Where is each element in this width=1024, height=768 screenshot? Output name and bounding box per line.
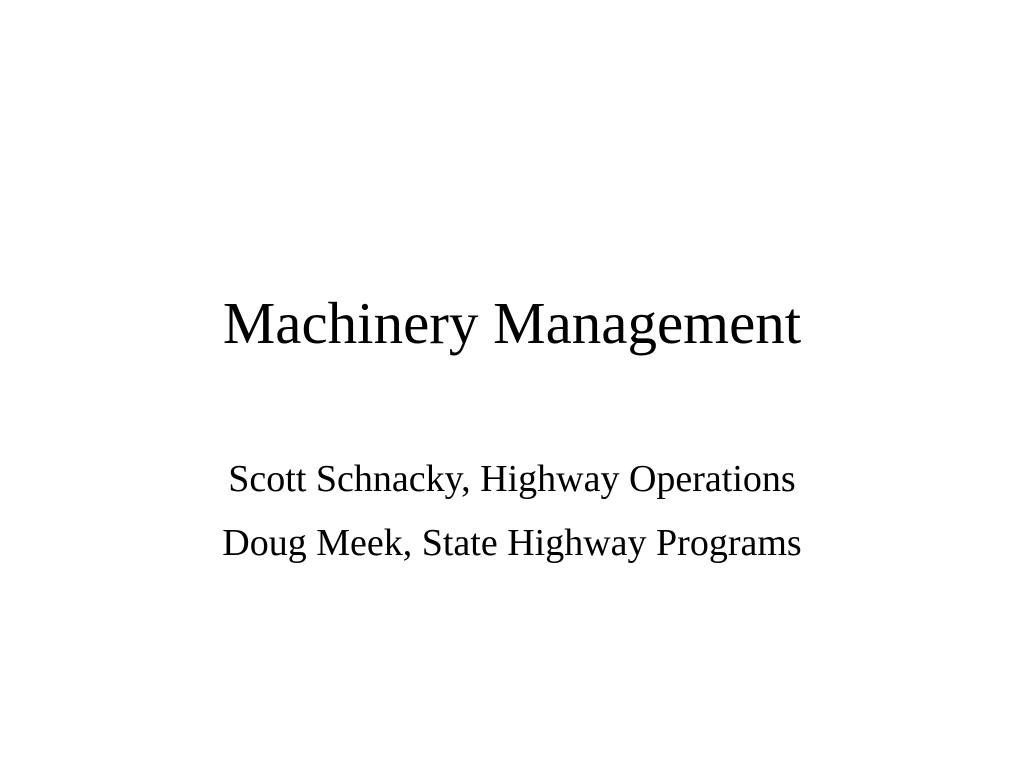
presenter-line: Scott Schnacky, Highway Operations: [228, 458, 796, 500]
presenter-list: [0, 447, 1024, 575]
slide-title: Machinery Management: [222, 290, 802, 356]
presenter-line: Doug Meek, State Highway Programs: [222, 522, 802, 564]
